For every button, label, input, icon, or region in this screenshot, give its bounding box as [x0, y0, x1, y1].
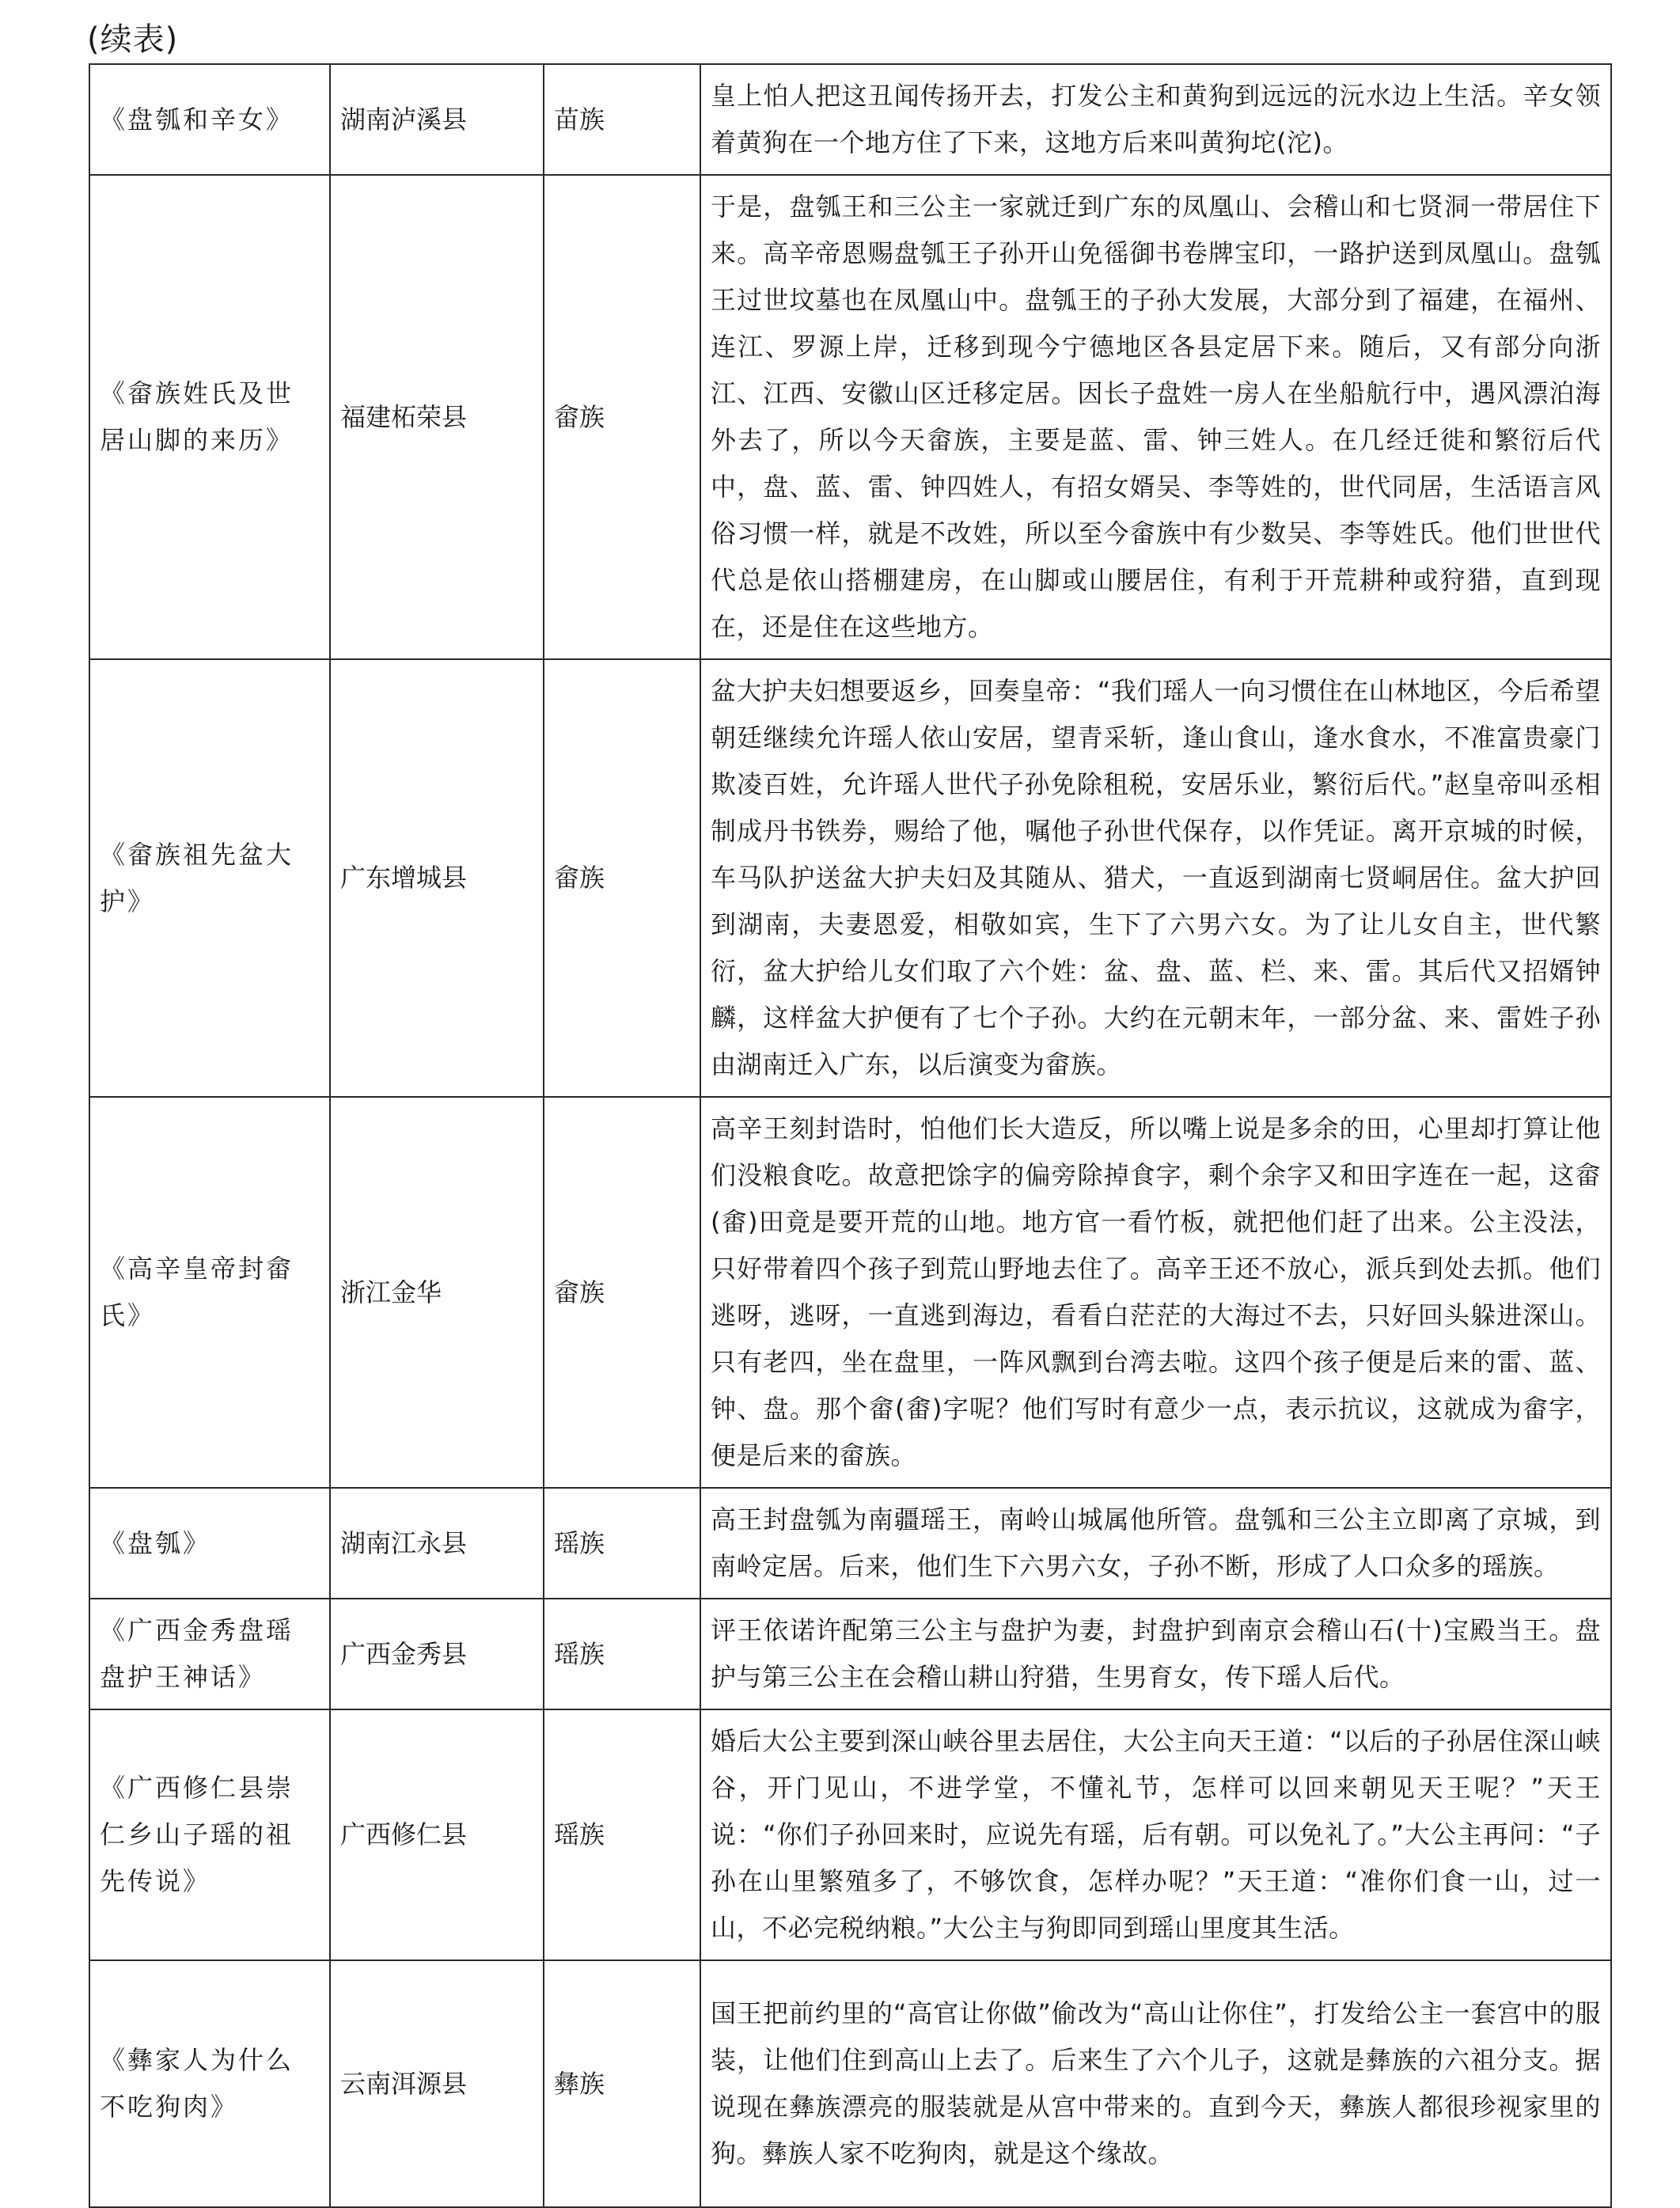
- cell-text: 高辛王刻封诰时，怕他们长大造反，所以嘴上说是多余的田，心里却打算让他们没粮食吃。故意把馀字的偏旁除掉食字，剩个余字又和田字连在一起，这畲(畬)田竟是要开荒的山地。地方官一看竹板，就把他们赶了出来。公主没法，只好带着四个孩子到荒山野地去住了。高辛王还不放心，派兵到处去抓。他们逃呀，逃呀，一直逃到海边，看看白茫茫的大海过不去，只好回头躲进深山。只有老四，坐在盘里，一阵风飘到台湾去啦。这四个孩子便是后来的雷、蓝、钟、盘。那个畲(畬)字呢？他们写时有意少一点，表示抗议，这就成为畲字，便是后来的畲族。: [700, 1097, 1611, 1488]
- cell-location: 福建柘荣县: [330, 175, 544, 659]
- cell-text: 盆大护夫妇想要返乡，回奏皇帝：“我们瑶人一向习惯住在山林地区，今后希望朝廷继续允许瑶人依山安居，望青采斩，逢山食山，逢水食水，不准富贵豪门欺凌百姓，允许瑶人世代子孙免除租税，安居乐业，繁衍后代。”赵皇帝叫丞相制成丹书铁券，赐给了他，嘱他子孙世代保存，以作凭证。离开京城的时候，车马队护送盆大护夫妇及其随从、猎犬，一直返到湖南七贤峒居住。盆大护回到湖南，夫妻恩爱，相敬如宾，生下了六男六女。为了让儿女自主，世代繁衍，盆大护给儿女们取了六个姓：盆、盘、蓝、栏、来、雷。其后代又招婿钟麟，这样盆大护便有了七个子孙。大约在元朝末年，一部分盆、来、雷姓子孙由湖南迁入广东，以后演变为畲族。: [700, 659, 1611, 1097]
- table-row: [89, 1097, 1611, 1488]
- table-row: [89, 1599, 1611, 1709]
- cell-location: 广西金秀县: [330, 1599, 544, 1709]
- cell-location: 湖南泸溪县: [330, 64, 544, 175]
- cell-title: 《盘瓠》: [89, 1488, 330, 1599]
- cell-ethnicity: 彝族: [544, 1960, 700, 2207]
- cell-ethnicity: 瑶族: [544, 1599, 700, 1709]
- table-row: [89, 175, 1611, 659]
- cell-text: 评王依诺许配第三公主与盘护为妻，封盘护到南京会稽山石(十)宝殿当王。盘护与第三公主在会稽山耕山狩猎，生男育女，传下瑶人后代。: [700, 1599, 1611, 1709]
- table-row: [89, 659, 1611, 1097]
- cell-text: 皇上怕人把这丑闻传扬开去，打发公主和黄狗到远远的沅水边上生活。辛女领着黄狗在一个地方住了下来，这地方后来叫黄狗坨(沱)。: [700, 64, 1611, 175]
- cell-title: 《广西修仁县崇仁乡山子瑶的祖先传说》: [89, 1709, 330, 1960]
- cell-text: 婚后大公主要到深山峡谷里去居住，大公主向天王道：“以后的子孙居住深山峡谷，开门见山，不进学堂，不懂礼节，怎样可以回来朝见天王呢？”天王说：“你们子孙回来时，应说先有瑶，后有朝。可以免礼了。”大公主再问：“子孙在山里繁殖多了，不够饮食，怎样办呢？”天王道：“准你们食一山，过一山，不必完税纳粮。”大公主与狗即同到瑶山里度其生活。: [700, 1709, 1611, 1960]
- cell-location: 云南洱源县: [330, 1960, 544, 2207]
- cell-text: 国王把前约里的“高官让你做”偷改为“高山让你住”，打发给公主一套宫中的服装，让他们住到高山上去了。后来生了六个儿子，这就是彝族的六祖分支。据说现在彝族漂亮的服装就是从宫中带来的。直到今天，彝族人都很珍视家里的狗。彝族人家不吃狗肉，就是这个缘故。: [700, 1960, 1611, 2207]
- cell-title: 《彝家人为什么不吃狗肉》: [89, 1960, 330, 2207]
- cell-ethnicity: 畲族: [544, 1097, 700, 1488]
- cell-text: 于是，盘瓠王和三公主一家就迁到广东的凤凰山、会稽山和七贤洞一带居住下来。高辛帝恩赐盘瓠王子孙开山免徭御书卷牌宝印，一路护送到凤凰山。盘瓠王过世坟墓也在凤凰山中。盘瓠王的子孙大发展，大部分到了福建，在福州、连江、罗源上岸，迁移到现今宁德地区各县定居下来。随后，又有部分向浙江、江西、安徽山区迁移定居。因长子盘姓一房人在坐船航行中，遇风漂泊海外去了，所以今天畲族，主要是蓝、雷、钟三姓人。在几经迁徙和繁衍后代中，盘、蓝、雷、钟四姓人，有招女婿吴、李等姓的，世代同居，生活语言风俗习惯一样，就是不改姓，所以至今畲族中有少数吴、李等姓氏。他们世世代代总是依山搭棚建房，在山脚或山腰居住，有利于开荒耕种或狩猎，直到现在，还是住在这些地方。: [700, 175, 1611, 659]
- table-row: [89, 64, 1611, 175]
- cell-location: 广东增城县: [330, 659, 544, 1097]
- cell-title: 《高辛皇帝封畲氏》: [89, 1097, 330, 1488]
- cell-title: 《广西金秀盘瑶盘护王神话》: [89, 1599, 330, 1709]
- cell-location: 广西修仁县: [330, 1709, 544, 1960]
- cell-text: 高王封盘瓠为南疆瑶王，南岭山城属他所管。盘瓠和三公主立即离了京城，到南岭定居。后来，他们生下六男六女，子孙不断，形成了人口众多的瑶族。: [700, 1488, 1611, 1599]
- table-caption: (续表): [87, 21, 179, 58]
- table-row: [89, 1709, 1611, 1960]
- cell-ethnicity: 瑶族: [544, 1709, 700, 1960]
- table-row: [89, 1960, 1611, 2207]
- cell-title: 《畲族祖先盆大护》: [89, 659, 330, 1097]
- cell-title: 《畲族姓氏及世居山脚的来历》: [89, 175, 330, 659]
- cell-ethnicity: 瑶族: [544, 1488, 700, 1599]
- cell-ethnicity: 苗族: [544, 64, 700, 175]
- cell-location: 湖南江永县: [330, 1488, 544, 1599]
- myth-table: [89, 63, 1612, 2208]
- cell-ethnicity: 畲族: [544, 659, 700, 1097]
- table-row: [89, 1488, 1611, 1599]
- cell-ethnicity: 畲族: [544, 175, 700, 659]
- cell-title: 《盘瓠和辛女》: [89, 64, 330, 175]
- cell-location: 浙江金华: [330, 1097, 544, 1488]
